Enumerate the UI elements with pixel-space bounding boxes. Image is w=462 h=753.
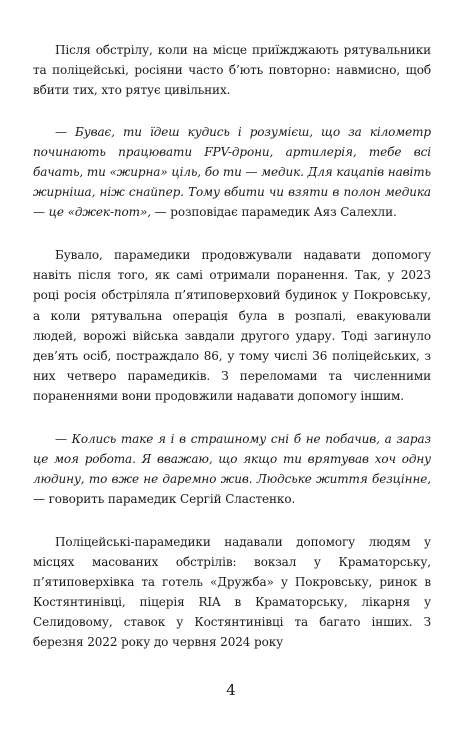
quote-serhii-slastenko-attribution: — говорить парамедик Сергій Сластенко. [33, 491, 296, 506]
quote-ayaz-salekhly-attribution: — розповідає парамедик Аяз Салехли. [150, 205, 397, 220]
quote-ayaz-salekhly-text: — Буває, ти їдеш кудись і розумієш, що за кілометр починають працювати FPV-дрони, артилерія, тебе всі бачать, ти «жирна» ціль, бо ти — медик. Для кацапів навіть жирніша, ніж снайпер. Тому вбити чи взяти в полон медика — це «джек-пот», [33, 125, 431, 220]
quote-serhii-slastenko-text: — Колись таке я і в страшному сні б не побачив, а зараз це моя робота. Я вважаю, що якщо ти врятував хоч одну людину, то вже не даремно жив. Людське життя безцінне, [33, 431, 431, 486]
page-number: 4 [226, 681, 236, 699]
paragraph-rescuers-targeted: Після обстрілу, коли на місце приїжджають рятувальники та поліцейські, росіяни часто б’ють повторно: навмисно, щоб вбити тих, хто рятує цивільних. [33, 43, 431, 98]
paragraph-pokrovsk-attack: Бувало, парамедики продовжували надавати допомогу навіть після того, як самі отримали поранення. Так, у 2023 році росія обстріляла п’ятиповерховий будинок у Покровську, а коли рятувальна операція була в розпалі, евакуювали людей, ворожі війська завдали другого удару. Тоді загинуло дев’ять осіб, постраждало 86, у тому числі 36 поліцейських, з них четверо парамедиків. З переломами та численними пораненнями вони продовжили надавати допомогу іншим. [33, 248, 431, 403]
paragraph-mass-attack-sites: Поліцейські-парамедики надавали допомогу людям у місцях масованих обстрілів: вокзал у Краматорську, п’ятиповерхівка та готель «Дружба» у Покровську, ринок в Костянтинівці, піцерія RIA в Краматорську, лікарня у Селидовому, ставок у Костянтинівці та багато інших. З березня 2022 року до червня 2024 року [33, 534, 431, 650]
quote-ayaz-salekhly [33, 122, 431, 222]
quote-serhii-slastenko [33, 429, 431, 509]
